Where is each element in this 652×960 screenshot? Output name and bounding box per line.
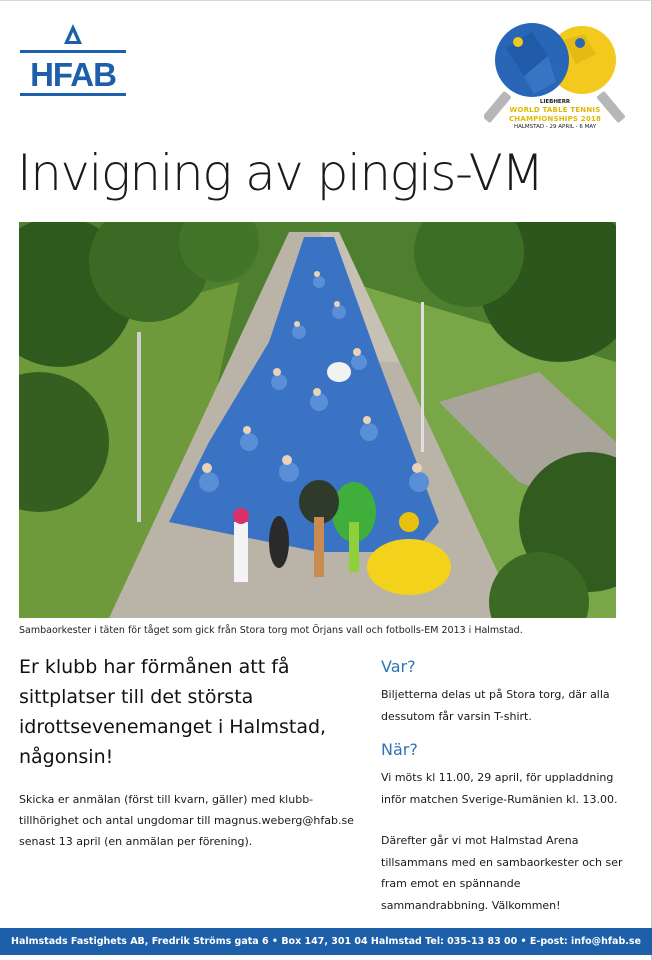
parade-photo <box>19 222 616 618</box>
closing-text: Därefter går vi mot Halmstad Arena tillsammans med en sambaorkester och ser fram emot en spännande sammandrabbning. Välkommen! <box>381 834 623 912</box>
where-text: Biljetterna delas ut på Stora torg, där alla dessutom får varsin T-shirt. <box>381 688 610 723</box>
wttc-logo <box>484 20 626 136</box>
when-text: Vi möts kl 11.00, 29 april, för uppladdning inför matchen Sverige-Rumänien kl. 13.00. <box>381 771 618 806</box>
when-heading: När? <box>381 740 418 759</box>
event-sponsor: LIEBHERR <box>539 99 571 105</box>
event-title-line2: CHAMPIONSHIPS 2018 <box>508 115 602 123</box>
event-title-line1: WORLD TABLE TENNIS <box>509 106 601 114</box>
signup-text: Skicka er anmälan (först till kvarn, gäller) med klubb-tillhörighet och antal ungdomar till magnus.weberg@hfab.se senast 13 april (en anmälan per förening). <box>19 793 354 848</box>
footer-contact: Halmstads Fastighets AB, Fredrik Ströms gata 6 • Box 147, 301 04 Halmstad Tel: 035-13 83 00 • E-post: info@hfab.se <box>0 928 652 955</box>
page-title: Invigning av pingis-VM <box>17 144 543 202</box>
photo-caption: Sambaorkester i täten för tåget som gick från Stora torg mot Örjans vall och fotbolls-EM 2013 i Halmstad. <box>19 625 523 636</box>
logo-text: HFAB <box>30 56 116 93</box>
info-column <box>381 654 631 916</box>
where-heading: Var? <box>381 657 416 676</box>
lead-text: Er klubb har förmånen att få sittplatser till det största idrottsevenemanget i Halmstad, någonsin! <box>19 656 327 768</box>
event-dates: HALMSTAD - 29 APRIL - 6 MAY <box>513 124 597 130</box>
hfab-logo <box>20 22 126 100</box>
